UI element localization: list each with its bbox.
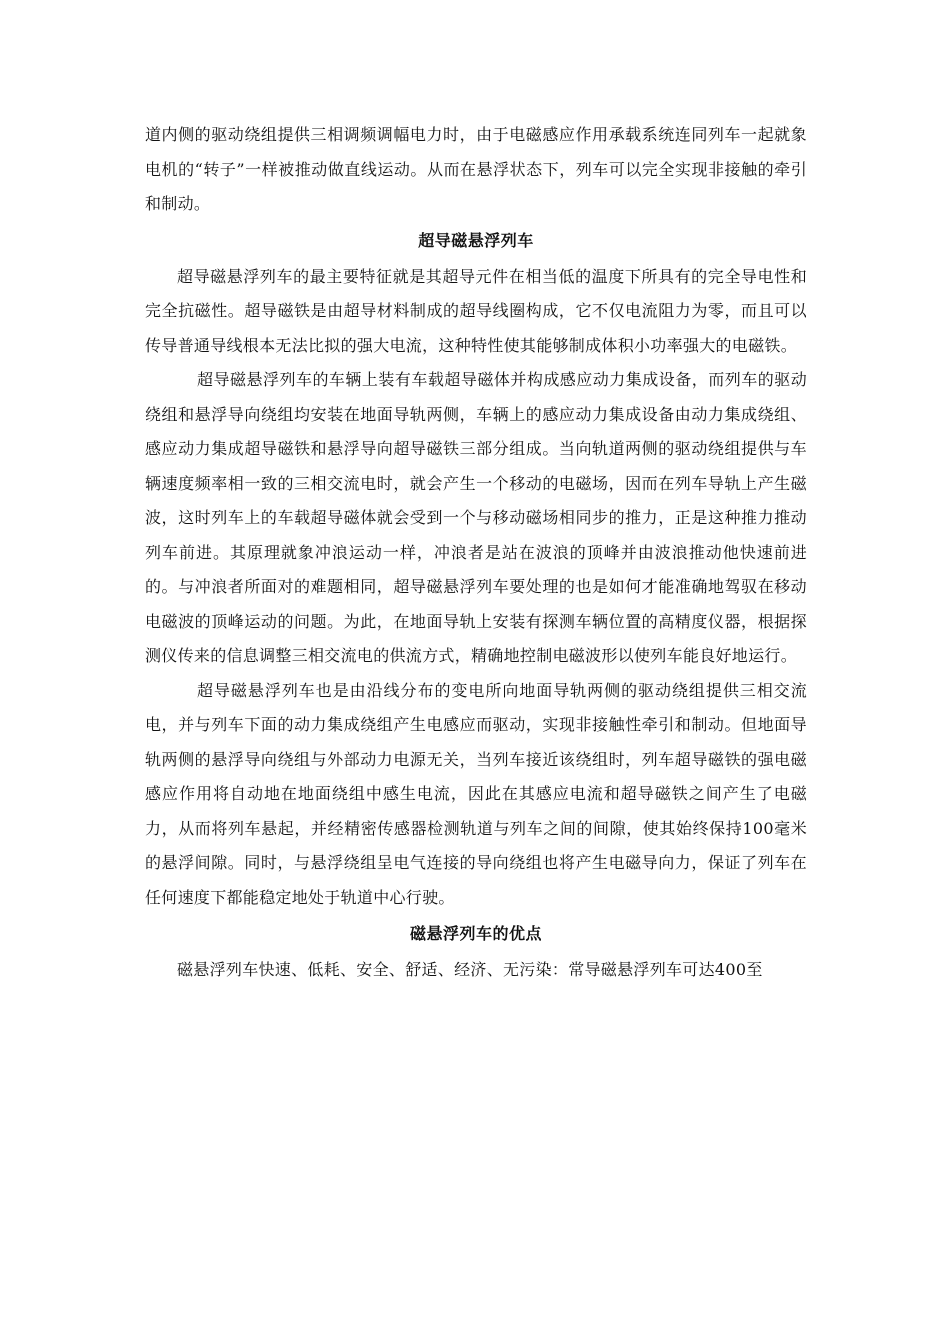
paragraph-superconducting-features: 超导磁悬浮列车的最主要特征就是其超导元件在相当低的温度下所具有的完全导电性和完全抗磁性。超导磁铁是由超导材料制成的超导线圈构成，它不仅电流阻力为零，而且可以传导普通导线根本无法比拟的强大电流，这种特性使其能够制成体积小功率强大的电磁铁。 <box>145 266 807 355</box>
paragraph-propulsion-principle: 超导磁悬浮列车的车辆上装有车载超导磁体并构成感应动力集成设备，而列车的驱动绕组和悬浮导向绕组均安装在地面导轨两侧，车辆上的感应动力集成设备由动力集成绕组、感应动力集成超导磁铁和悬浮导向超导磁铁三部分组成。当向轨道两侧的驱动绕组提供与车辆速度频率相一致的三相交流电时，就会产生一个移动的电磁场，因而在列车导轨上产生磁波，这时列车上的车载超导磁体就会受到一个与移动磁场相同步的推力，正是这种推力推动列车前进。其原理就象冲浪运动一样，冲浪者是站在波浪的顶峰并由波浪推动他快速前进的。与冲浪者所面对的难题相同，超导磁悬浮列车要处理的也是如何才能准确地驾驭在移动电磁波的顶峰运动的问题。为此，在地面导轨上安装有探测车辆位置的高精度仪器，根据探测仪传来的信息调整三相交流电的供流方式，精确地控制电磁波形以使列车能良好地运行。 <box>145 370 807 665</box>
paragraph-advantages: 磁悬浮列车快速、低耗、安全、舒适、经济、无污染：常导磁悬浮列车可达400至 <box>177 960 763 979</box>
section-heading-superconducting-maglev: 超导磁悬浮列车 <box>418 230 534 250</box>
paragraph-levitation-guidance: 超导磁悬浮列车也是由沿线分布的变电所向地面导轨两侧的驱动绕组提供三相交流电，并与列车下面的动力集成绕组产生电感应而驱动，实现非接触性牵引和制动。但地面导轨两侧的悬浮导向绕组与外部动力电源无关，当列车接近该绕组时，列车超导磁铁的强电磁感应作用将自动地在地面绕组中感生电流，因此在其感应电流和超导磁铁之间产生了电磁力，从而将列车悬起，并经精密传感器检测轨道与列车之间的间隙，使其始终保持100毫米的悬浮间隙。同时，与悬浮绕组呈电气连接的导向绕组也将产生电磁导向力，保证了列车在任何速度下都能稳定地处于轨道中心行驶。 <box>145 680 807 907</box>
section-heading-advantages: 磁悬浮列车的优点 <box>409 924 542 943</box>
document-page <box>145 118 807 988</box>
paragraph-continuation: 道内侧的驱动绕组提供三相调频调幅电力时，由于电磁感应作用承载系统连同列车一起就象电机的“转子”一样被推动做直线运动。从而在悬浮状态下，列车可以完全实现非接触的牵引和制动。 <box>145 125 807 213</box>
